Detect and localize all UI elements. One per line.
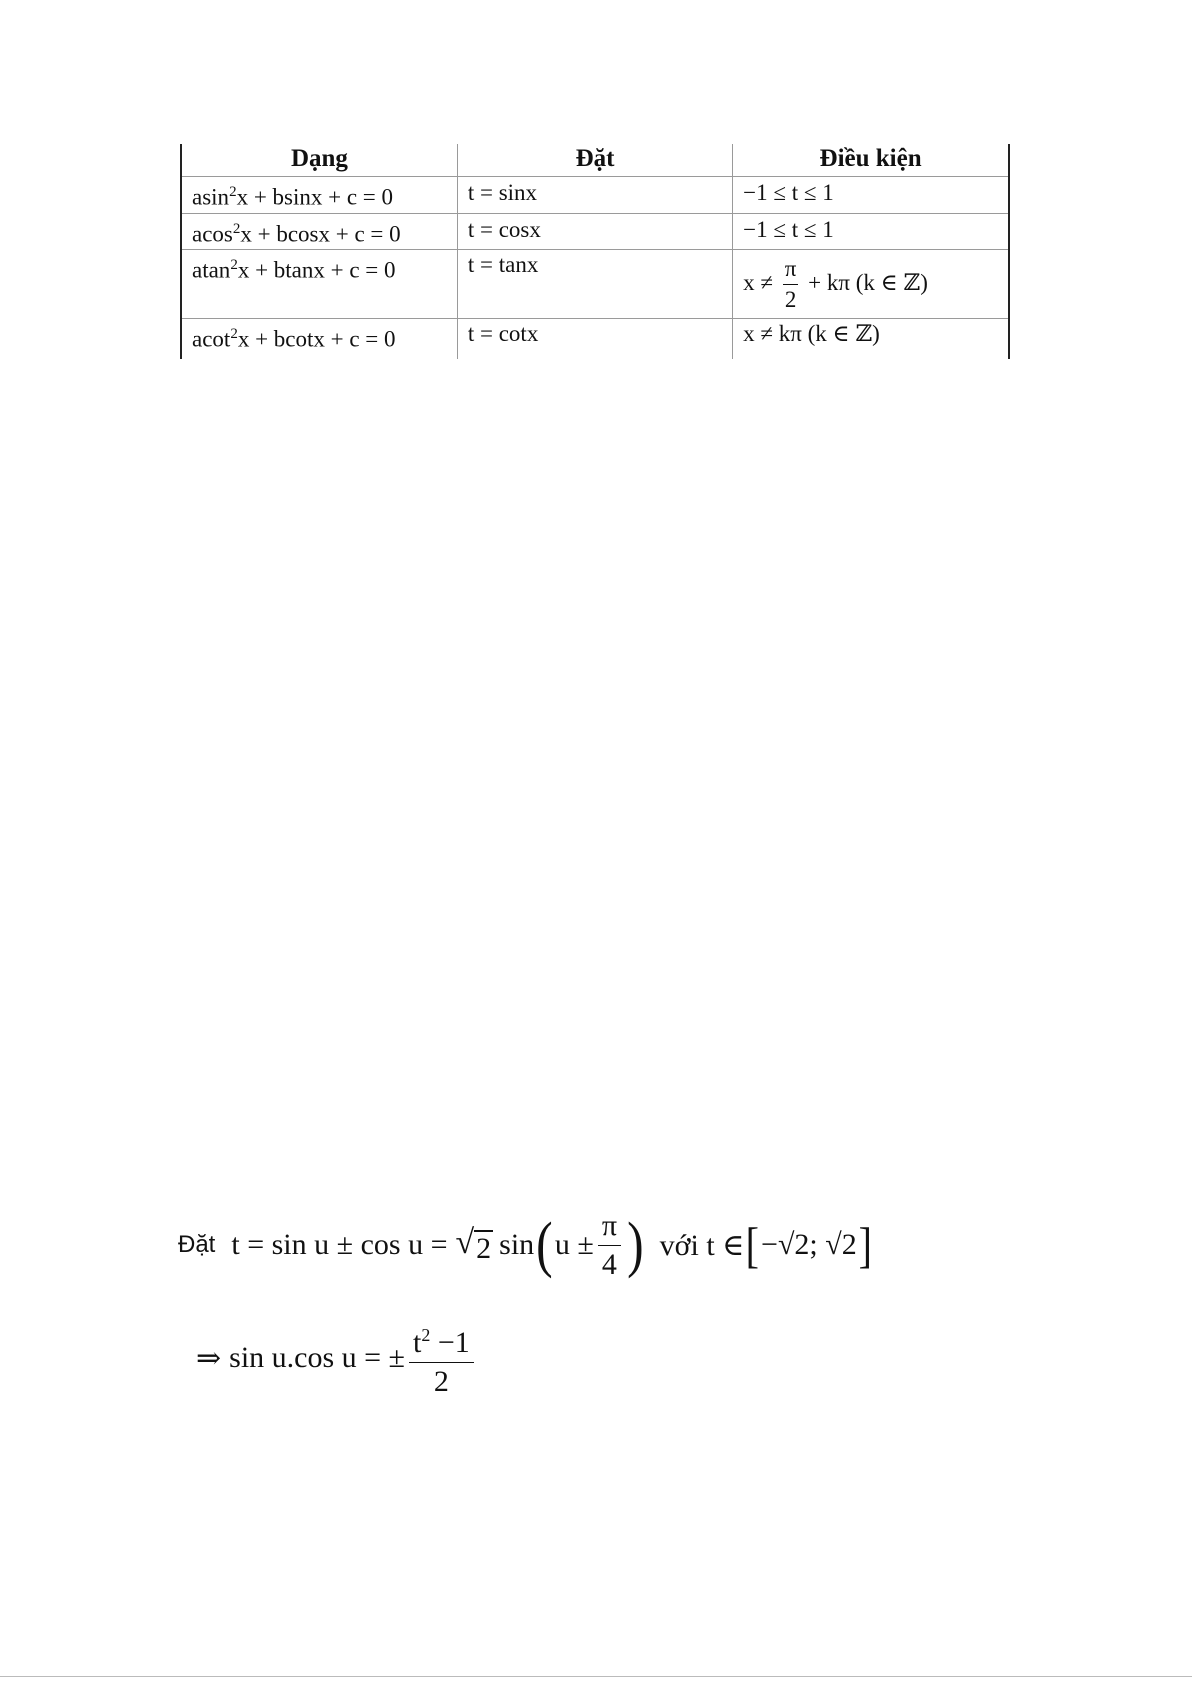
table-header-row: [181, 144, 1009, 177]
interval: −√2; √2: [761, 1228, 857, 1261]
implies-arrow: ⇒: [196, 1341, 222, 1375]
table-row: [181, 319, 1009, 360]
condition-cell: x ≠ $\frac{\pi}{2}$ + kπ (k ∈ ℤ): [733, 250, 1009, 319]
form-cell: acot$^2$x + bcotx + c = 0: [181, 319, 457, 360]
t-squared-fraction: $\frac{t^2 -1}{2}$: [409, 1316, 474, 1401]
product-equation: [196, 1318, 478, 1398]
form-cell: acos$^2$x + bcosx + c = 0: [181, 213, 457, 250]
sin-function: sin: [499, 1228, 535, 1261]
sqrt-two: √ 2: [455, 1224, 492, 1265]
substitution-cell: t = sinx: [457, 177, 732, 214]
table-row: [181, 213, 1009, 250]
header-substitution: Đặt: [457, 144, 732, 177]
header-form: Dạng: [181, 144, 457, 177]
page-footer-rule: [0, 1676, 1192, 1677]
condition-cell: −1 ≤ t ≤ 1: [733, 213, 1009, 250]
substitution-table: [180, 144, 1010, 359]
condition-cell: −1 ≤ t ≤ 1: [733, 177, 1009, 214]
equation-inner: u ±: [554, 1228, 594, 1261]
table-row: [181, 250, 1009, 319]
substitution-equation: Đặt t = sin u ± cos u = √ 2 sin ( u ± $\frac{\pi}{4}$ ) với t ∈ [ −√2; √2 ]: [178, 1205, 873, 1285]
form-cell: asin$^2$x + bsinx + c = 0: [181, 177, 457, 214]
pi-over-4-fraction: $\frac{\pi}{4}$: [598, 1207, 621, 1284]
substitution-cell: t = tanx: [457, 250, 732, 319]
form-cell: atan$^2$x + btanx + c = 0: [181, 250, 457, 319]
equation-with: với t ∈: [659, 1228, 745, 1262]
header-condition: Điều kiện: [733, 144, 1009, 177]
table-row: [181, 177, 1009, 214]
equation-label: Đặt: [178, 1231, 216, 1258]
condition-cell: x ≠ kπ (k ∈ ℤ): [733, 319, 1009, 360]
substitution-cell: t = cosx: [457, 213, 732, 250]
pi-over-2-fraction: $\frac{\pi}{2}$: [784, 255, 797, 312]
substitution-cell: t = cotx: [457, 319, 732, 360]
equation-lhs: sin u.cos u = ±: [229, 1341, 406, 1374]
equation-lhs: t = sin u ± cos u =: [231, 1228, 448, 1261]
